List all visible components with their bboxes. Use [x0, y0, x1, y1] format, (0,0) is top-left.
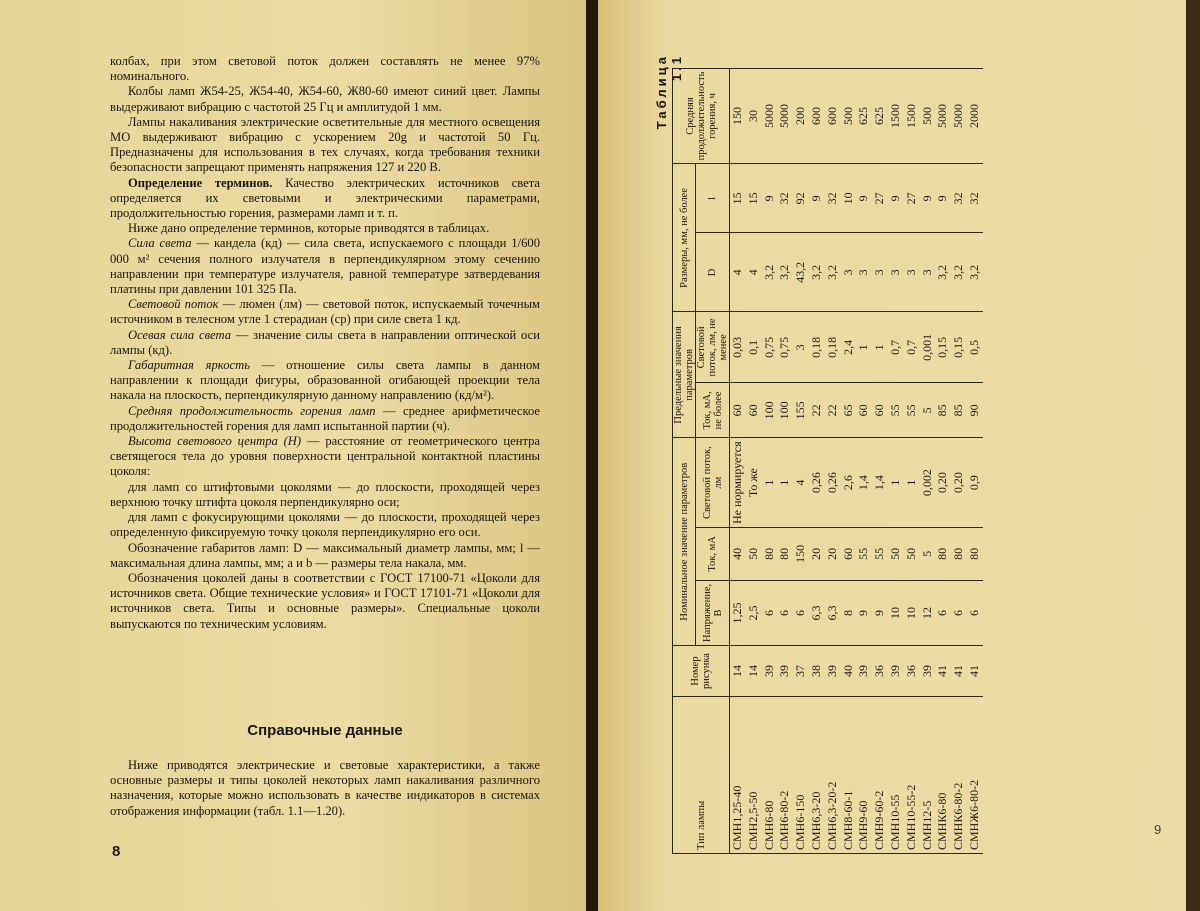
cell-value: 6: [951, 609, 966, 616]
header-size-group: Размеры, мм, не более: [673, 164, 696, 312]
cell-value: 32: [824, 192, 839, 205]
cell-d: [730, 233, 746, 312]
cell-value: 600: [808, 106, 823, 125]
definitions-paragraph: [110, 176, 540, 222]
cell-value: 80: [966, 547, 981, 560]
cell-value: СМНЖ6-80-2: [966, 779, 981, 850]
cell-value: СМН9-60: [856, 800, 871, 850]
cell-value: 0,9: [966, 475, 981, 491]
term-text: — значение силы света в направлении оптической оси лампы (кд).: [110, 327, 540, 357]
cell-value: 0,5: [966, 339, 981, 355]
paragraph: для ламп со штифтовыми цоколями — до плоскости, проходящей через верхнюю точку штифта цоколя перпендикулярно оси;: [110, 479, 540, 509]
cell-type: [746, 697, 983, 854]
term-definition: [110, 328, 540, 358]
definitions-lead: Определение терминов.: [128, 175, 273, 190]
cell-value: 625: [856, 106, 871, 125]
header-nominal-flux: Световой поток, лм: [696, 438, 730, 528]
cell-value: 90: [966, 404, 981, 417]
cell-value: 2,6: [840, 475, 855, 491]
cell-value: 85: [935, 404, 950, 417]
page-number-right: 9: [1154, 822, 1162, 837]
cell-value: 1: [761, 479, 776, 486]
cell-value: 155: [793, 401, 808, 420]
header-life: Средняя продолжительность горения, ч: [673, 68, 730, 164]
cell-value: СМН10-55-2: [903, 784, 918, 850]
cell-value: 500: [840, 106, 855, 125]
cell-value: 0,18: [808, 336, 823, 358]
cell-value: 1,4: [856, 475, 871, 491]
cell-value: 150: [730, 106, 744, 125]
paragraph: колбах, при этом световой поток должен составлять не менее 97% номинального.: [110, 54, 540, 84]
cell-value: 3: [793, 344, 808, 351]
cell-value: 39: [777, 665, 792, 677]
cell-value: 0,75: [777, 336, 792, 358]
term-text: — расстояние от геометрического центра светящегося тела до уровня поверхности центральной контактной пластины цоколя:: [110, 434, 540, 479]
cell-l: [746, 164, 983, 233]
cell-flux: [746, 438, 983, 528]
paragraph: Обозначения цоколей даны в соответствии с ГОСТ 17100-71 «Цоколи для источников света. Общие технические условия» и ГОСТ 17101-71 «Цоколи для источников света. Типы и основные размеры». Специальные цоколи выпускаются по техническим условиям.: [110, 570, 540, 631]
cell-value: 6,3: [824, 605, 839, 621]
cell-value: 9: [919, 195, 934, 202]
term: Средняя продолжительность горения ламп: [128, 403, 376, 418]
cell-value: СМН2,5-50: [745, 791, 760, 850]
cell-value: 6: [793, 609, 808, 616]
cell-value: 15: [730, 192, 744, 205]
cell-fmin: [730, 312, 746, 383]
cell-value: 3,2: [761, 264, 776, 280]
cell-imax: [730, 383, 746, 438]
cell-value: СМН10-55: [887, 794, 902, 850]
cell-value: 60: [872, 404, 887, 417]
term: Сила света: [128, 236, 192, 251]
cell-value: 625: [872, 106, 887, 125]
cell-value: 55: [887, 404, 902, 417]
cell-value: 0,26: [824, 472, 839, 494]
cell-value: 50: [745, 547, 760, 560]
cell-value: 500: [919, 106, 934, 125]
cell-value: 50: [887, 547, 902, 560]
cell-value: 3,2: [951, 264, 966, 280]
cell-value: 6: [761, 609, 776, 616]
cell-value: 39: [761, 665, 776, 677]
cell-value: 4: [730, 269, 744, 276]
header-nominal-current: Ток, мА: [696, 527, 730, 580]
cell-value: 0,26: [808, 472, 823, 494]
cell-fig: [746, 646, 983, 697]
cell-value: 39: [919, 665, 934, 677]
cell-value: 55: [903, 404, 918, 417]
cell-value: 9: [856, 195, 871, 202]
cell-value: 32: [966, 192, 981, 205]
term-definition: [110, 358, 540, 404]
cell-value: 39: [856, 665, 871, 677]
cell-value: 12: [919, 606, 934, 619]
cell-value: 3: [856, 269, 871, 276]
term-text: — люмен (лм) — световой поток, испускаемый точечным источником в телесном угле 1 стерадиан (ср) при силе света 1 кд.: [110, 297, 540, 327]
cell-value: 1: [903, 479, 918, 486]
table-row: [730, 68, 746, 853]
cell-value: 0,1: [745, 339, 760, 355]
cell-value: 39: [887, 665, 902, 677]
cell-value: 41: [951, 665, 966, 677]
cell-value: 36: [903, 665, 918, 677]
table-row: [746, 68, 983, 853]
cell-life: [746, 68, 983, 164]
header-limit-flux: Световой поток, лм, не менее: [696, 312, 730, 383]
cell-value: 0,7: [887, 339, 902, 355]
cell-value: 9: [872, 609, 887, 616]
header-type: Тип лампы: [673, 697, 730, 854]
cell-value: 0,03: [730, 336, 744, 358]
cell-value: 2000: [966, 103, 981, 128]
cell-value: 22: [808, 404, 823, 417]
term: Габаритная яркость: [128, 358, 250, 373]
cell-value: 32: [951, 192, 966, 205]
cell-value: 3,2: [808, 264, 823, 280]
paragraph: Колбы ламп Ж54-25, Ж54-40, Ж54-60, Ж80-60 имеют синий цвет. Лампы выдерживают вибрацию с частотой 25 Гц и амплитудой 1 мм.: [110, 84, 540, 114]
paragraph: Ниже дано определение терминов, которые приводятся в таблицах.: [128, 221, 490, 236]
cell-value: 6,3: [808, 605, 823, 621]
cell-fmin: [746, 312, 983, 383]
cell-value: 80: [761, 547, 776, 560]
table-body: [730, 68, 983, 853]
header-limit-current: Ток, мА, не более: [696, 383, 730, 438]
cell-value: 5000: [761, 103, 776, 128]
cell-value: 6: [966, 609, 981, 616]
cell-value: 20: [808, 547, 823, 560]
cell-value: 27: [903, 192, 918, 205]
definitions-text: Качество электрических источников света определяется их световыми и электрическими параметрами, продолжительностью горения, размерами ламп и т. п.: [110, 175, 540, 221]
cell-value: 80: [951, 547, 966, 560]
paragraph: для ламп с фокусирующими цоколями — до плоскости, проходящей через определенную фиксируемую точку цоколя перпендикулярно его оси.: [110, 510, 540, 540]
cell-value: 3,2: [935, 264, 950, 280]
cell-value: СМН6,3-20-2: [824, 781, 839, 850]
cell-value: 3,2: [966, 264, 981, 280]
cell-value: 27: [872, 192, 887, 205]
cell-value: 5000: [777, 103, 792, 128]
cell-value: 3,2: [777, 264, 792, 280]
cell-value: 0,15: [951, 336, 966, 358]
section-title: Справочные данные: [247, 722, 403, 739]
cell-value: 32: [777, 192, 792, 205]
cell-value: 2,5: [745, 605, 760, 621]
cell-l: [730, 164, 746, 233]
cell-imax: [746, 383, 983, 438]
cell-value: 1500: [887, 103, 902, 128]
cell-value: СМН6-80-2: [777, 790, 792, 850]
cell-value: 6: [935, 609, 950, 616]
cell-value: 1: [856, 344, 871, 351]
book-edge: [1186, 0, 1200, 911]
cell-value: 22: [824, 404, 839, 417]
cell-i: [746, 527, 983, 580]
header-nominal-group: Номинальное значение параметров: [673, 438, 696, 646]
cell-value: 0,20: [951, 472, 966, 494]
cell-value: 14: [745, 665, 760, 677]
page-number-left: 8: [112, 843, 121, 860]
header-nominal-voltage: Напряжение, В: [696, 580, 730, 645]
term-text: — среднее арифметическое продолжительностей горения для ламп испытанной партии (ч).: [110, 403, 540, 433]
cell-value: 36: [872, 665, 887, 677]
cell-value: 8: [840, 609, 855, 616]
term-definition: [110, 404, 540, 434]
cell-value: 30: [745, 109, 760, 122]
cell-value: СМН1,25-40: [730, 785, 744, 850]
cell-value: 6: [777, 609, 792, 616]
cell-value: 9: [761, 195, 776, 202]
cell-value: СМНК6-80-2: [951, 782, 966, 850]
section-body: [110, 758, 540, 819]
cell-value: 0,75: [761, 336, 776, 358]
cell-value: 0,15: [935, 336, 950, 358]
cell-value: 10: [903, 606, 918, 619]
cell-value: СМН6,3-20: [808, 791, 823, 850]
cell-i: [730, 527, 746, 580]
cell-u: [746, 580, 983, 645]
header-size-l: l: [696, 164, 730, 233]
cell-value: 0,20: [935, 472, 950, 494]
cell-value: 1,25: [730, 602, 744, 624]
term-definition: [110, 297, 540, 327]
cell-value: 100: [761, 401, 776, 420]
cell-value: 1: [872, 344, 887, 351]
cell-value: 41: [935, 665, 950, 677]
table-caption: Таблица 1.1: [654, 54, 684, 130]
cell-value: 1500: [903, 103, 918, 128]
cell-u: [730, 580, 746, 645]
cell-value: 3: [872, 269, 887, 276]
cell-value: 92: [793, 192, 808, 205]
cell-value: 3: [840, 269, 855, 276]
cell-value: 10: [887, 606, 902, 619]
header-size-d: D: [696, 233, 730, 312]
cell-value: 80: [777, 547, 792, 560]
cell-value: 5000: [935, 103, 950, 128]
cell-value: СМН9-60-2: [872, 790, 887, 850]
cell-value: 5: [919, 407, 934, 414]
cell-value: СМН6-150: [793, 794, 808, 850]
term-definition: [110, 434, 540, 480]
cell-value: 3: [903, 269, 918, 276]
cell-value: 5: [919, 550, 934, 557]
cell-value: Не нормируется: [730, 441, 744, 524]
cell-fig: [730, 646, 746, 697]
cell-value: 100: [777, 401, 792, 420]
cell-value: 14: [730, 665, 744, 677]
cell-value: СМН6-80: [761, 800, 776, 850]
cell-value: 20: [824, 547, 839, 560]
cell-value: 39: [824, 665, 839, 677]
cell-value: 60: [745, 404, 760, 417]
cell-value: 200: [793, 106, 808, 125]
cell-value: 65: [840, 404, 855, 417]
cell-value: 1,4: [872, 475, 887, 491]
cell-value: 55: [856, 547, 871, 560]
cell-value: СМН12-5: [919, 800, 934, 850]
cell-value: 9: [887, 195, 902, 202]
cell-value: 55: [872, 547, 887, 560]
paragraph: Обозначение габаритов ламп: D — максимальный диаметр лампы, мм; l — максимальная длина лампы, мм; a и b — размеры тела накала, мм.: [110, 540, 540, 570]
cell-life: [730, 68, 746, 164]
cell-value: 0,001: [919, 333, 934, 361]
cell-value: 80: [935, 547, 950, 560]
header-figure: Номер рисунка: [673, 646, 730, 697]
cell-value: 9: [856, 609, 871, 616]
cell-value: То же: [745, 468, 760, 498]
left-page-body: [110, 54, 540, 632]
cell-value: 600: [824, 106, 839, 125]
paragraph: Ниже приводятся электрические и световые характеристики, а также основные размеры и типы цоколей некоторых ламп накаливания различного назначения, которые можно использовать в качестве индикаторов в системах отображения информации (табл. 1.1—1.20).: [110, 758, 540, 818]
cell-value: 0,7: [903, 339, 918, 355]
cell-value: 3: [887, 269, 902, 276]
cell-value: СМН8-60-1: [840, 790, 855, 850]
header-limit-group: Предельные значения параметров: [673, 312, 696, 438]
cell-value: 5000: [951, 103, 966, 128]
term-text: — отношение силы света лампы в данном направлении к площади фигуры, образованной огибающей проекции тела накала на плоскость, перпендикулярную данному направлению (кд/м²).: [110, 358, 540, 403]
cell-value: 60: [856, 404, 871, 417]
cell-value: 60: [840, 547, 855, 560]
cell-value: 3: [919, 269, 934, 276]
rotated-table: [646, 54, 1166, 854]
cell-value: 9: [935, 195, 950, 202]
term: Световой поток: [128, 297, 219, 312]
cell-d: [746, 233, 983, 312]
cell-value: 43,2: [793, 261, 808, 283]
term: Осевая сила света: [128, 327, 232, 342]
cell-value: 4: [793, 479, 808, 486]
cell-value: 37: [793, 665, 808, 677]
cell-value: 9: [808, 195, 823, 202]
left-page: [0, 0, 586, 911]
cell-value: 41: [966, 665, 981, 677]
cell-value: 40: [840, 665, 855, 677]
cell-value: 1: [777, 479, 792, 486]
term-definition: [110, 236, 540, 297]
book-gutter: [586, 0, 598, 911]
cell-flux: [730, 438, 746, 528]
cell-value: 10: [840, 192, 855, 205]
cell-value: 2,4: [840, 339, 855, 355]
cell-value: 3,2: [824, 264, 839, 280]
term: Высота светового центра (H): [128, 434, 302, 449]
cell-value: 38: [808, 665, 823, 677]
cell-type: [730, 697, 746, 854]
cell-value: 60: [730, 404, 744, 417]
cell-value: СМНК6-80: [935, 792, 950, 850]
term-text: — кандела (кд) — сила света, испускаемого с площади 1/600 000 м² сечения полного излучателя в перпендикулярном этому сечению направлении при температуре излучателя, равной температуре затвердевания платины при давлении 101 325 Па.: [110, 236, 540, 297]
cell-value: 4: [745, 269, 760, 276]
lamp-spec-table: [672, 68, 983, 854]
cell-value: 0,002: [919, 469, 934, 497]
paragraph: Лампы накаливания электрические осветительные для местного освещения МО выдерживают вибрацию с ускорением 20g и частотой 50 Гц. Предназначены для использования в тех случаях, когда требования техники безопасности запрещают применять напряжения 127 и 220 В.: [110, 114, 540, 175]
cell-value: 40: [730, 547, 744, 560]
cell-value: 1: [887, 479, 902, 486]
cell-value: 0,18: [824, 336, 839, 358]
cell-value: 15: [745, 192, 760, 205]
cell-value: 150: [793, 544, 808, 563]
cell-value: 50: [903, 547, 918, 560]
cell-value: 85: [951, 404, 966, 417]
